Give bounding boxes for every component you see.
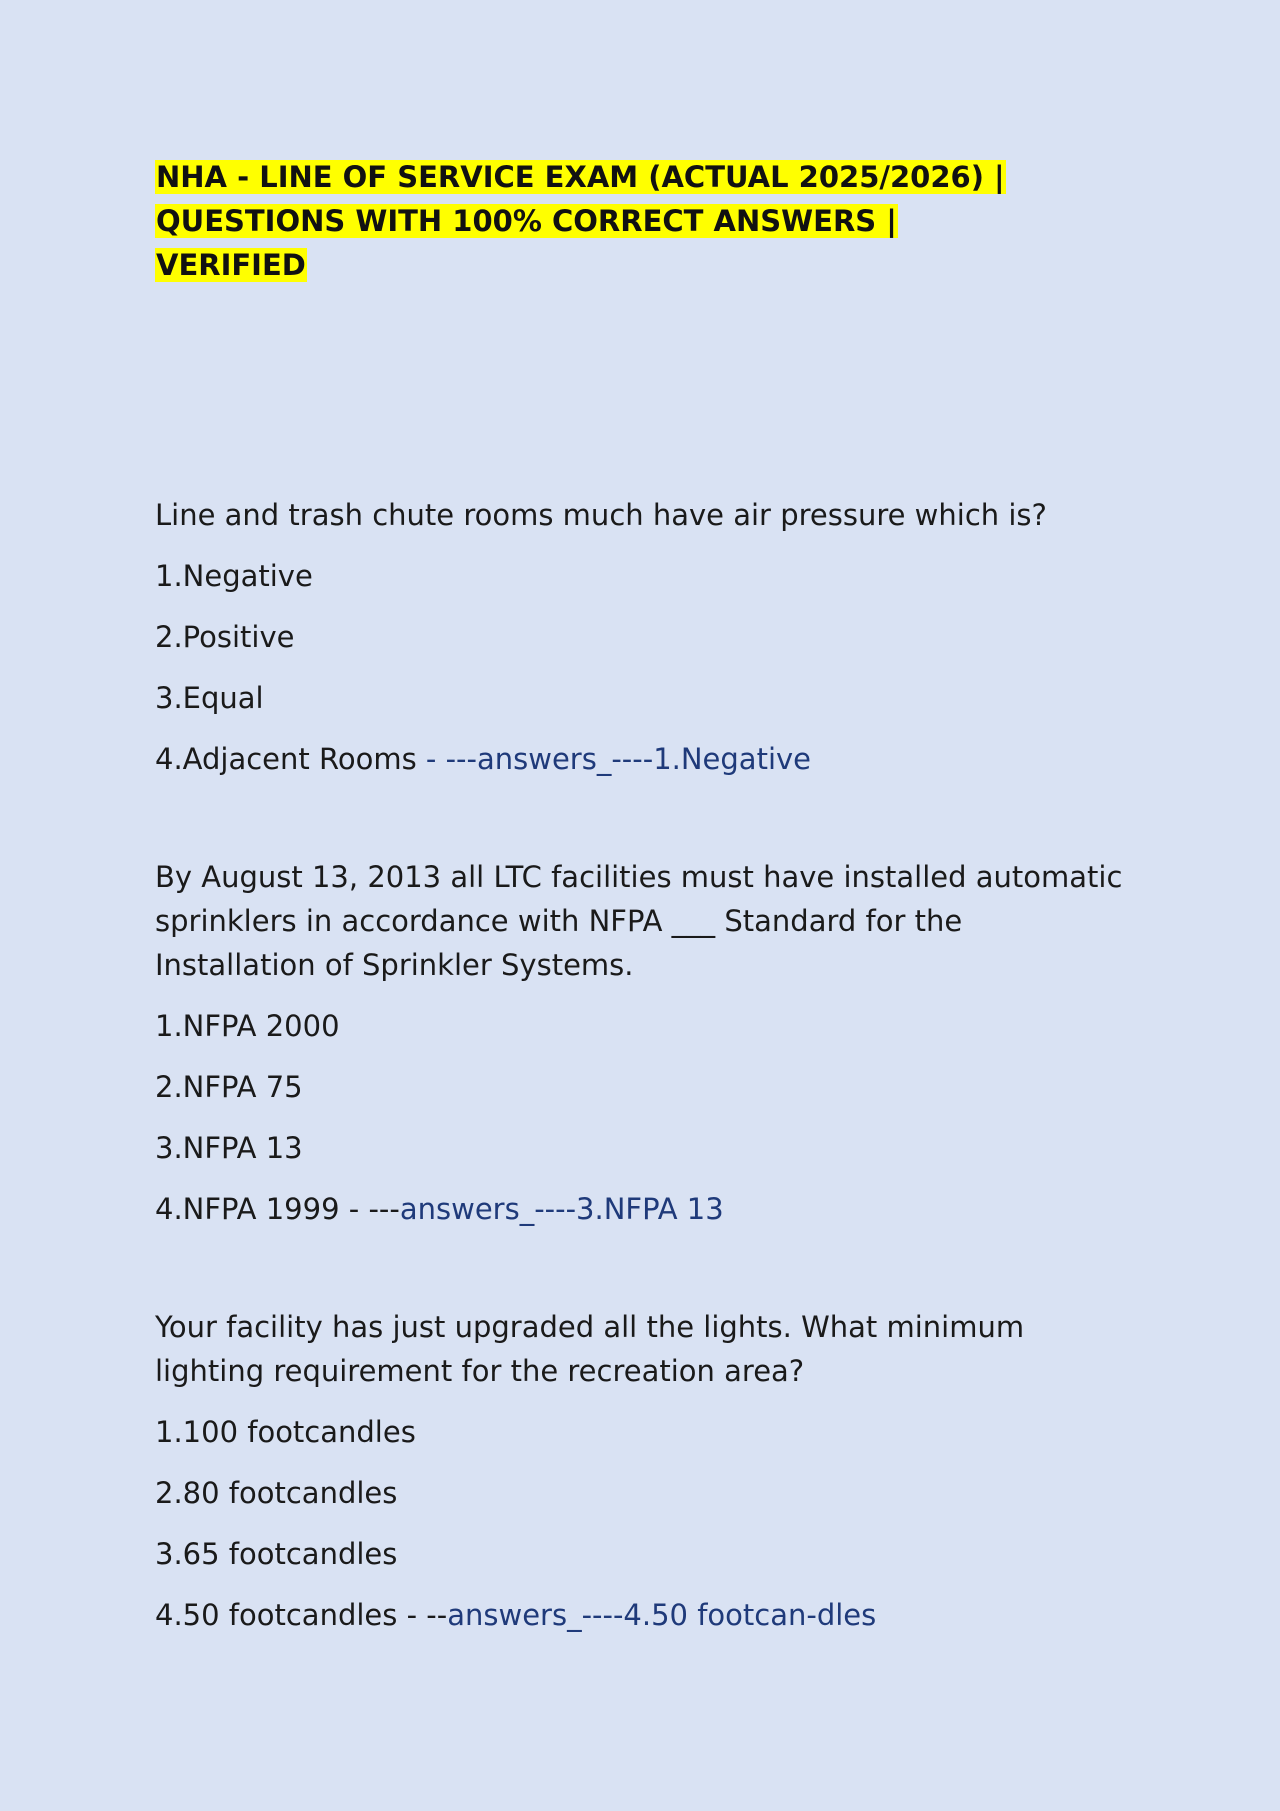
option-4: 4.NFPA 1999 bbox=[155, 1192, 340, 1226]
option-2: 2.NFPA 75 bbox=[155, 1070, 303, 1104]
option-1: 1.Negative bbox=[155, 559, 313, 593]
question-block bbox=[155, 1305, 1130, 1637]
question-block bbox=[155, 493, 1130, 781]
option-1: 1.NFPA 2000 bbox=[155, 1009, 340, 1043]
option-4-with-answer bbox=[155, 1593, 1130, 1637]
option-3: 3.NFPA 13 bbox=[155, 1131, 303, 1165]
answer-text: answers_----4.50 footcan-dles bbox=[447, 1598, 877, 1632]
question-text: Line and trash chute rooms much have air pressure which is? bbox=[155, 498, 1047, 532]
title-line-1: NHA - LINE OF SERVICE EXAM (ACTUAL 2025/2026) | bbox=[156, 160, 1005, 194]
question-text: By August 13, 2013 all LTC facilities must have installed automatic sprinklers in accordance with NFPA ___ Standard for the Installation of Sprinkler Systems. bbox=[155, 860, 1123, 982]
option-4: 4.50 footcandles bbox=[155, 1598, 398, 1632]
answer-separator: - -- bbox=[397, 1598, 448, 1632]
question-block bbox=[155, 855, 1130, 1231]
document-title bbox=[155, 155, 1055, 287]
option-4: 4.Adjacent Rooms bbox=[155, 742, 417, 776]
answer-text: answers_----3.NFPA 13 bbox=[399, 1192, 724, 1226]
question-text: Your facility has just upgraded all the lights. What minimum lighting requirement for the recreation area? bbox=[155, 1310, 1025, 1388]
answer-separator: - --- bbox=[339, 1192, 400, 1226]
option-4-with-answer bbox=[155, 1187, 1130, 1231]
title-highlight bbox=[155, 160, 1006, 282]
option-3: 3.65 footcandles bbox=[155, 1537, 398, 1571]
answer-text: - ---answers_----1.Negative bbox=[425, 742, 812, 776]
title-line-2: QUESTIONS WITH 100% CORRECT ANSWERS | VERIFIED bbox=[156, 204, 897, 282]
option-2: 2.Positive bbox=[155, 620, 295, 654]
answer-separator bbox=[417, 742, 426, 776]
option-4-with-answer bbox=[155, 737, 1130, 781]
option-2: 2.80 footcandles bbox=[155, 1476, 398, 1510]
option-3: 3.Equal bbox=[155, 681, 264, 715]
option-1: 1.100 footcandles bbox=[155, 1415, 416, 1449]
